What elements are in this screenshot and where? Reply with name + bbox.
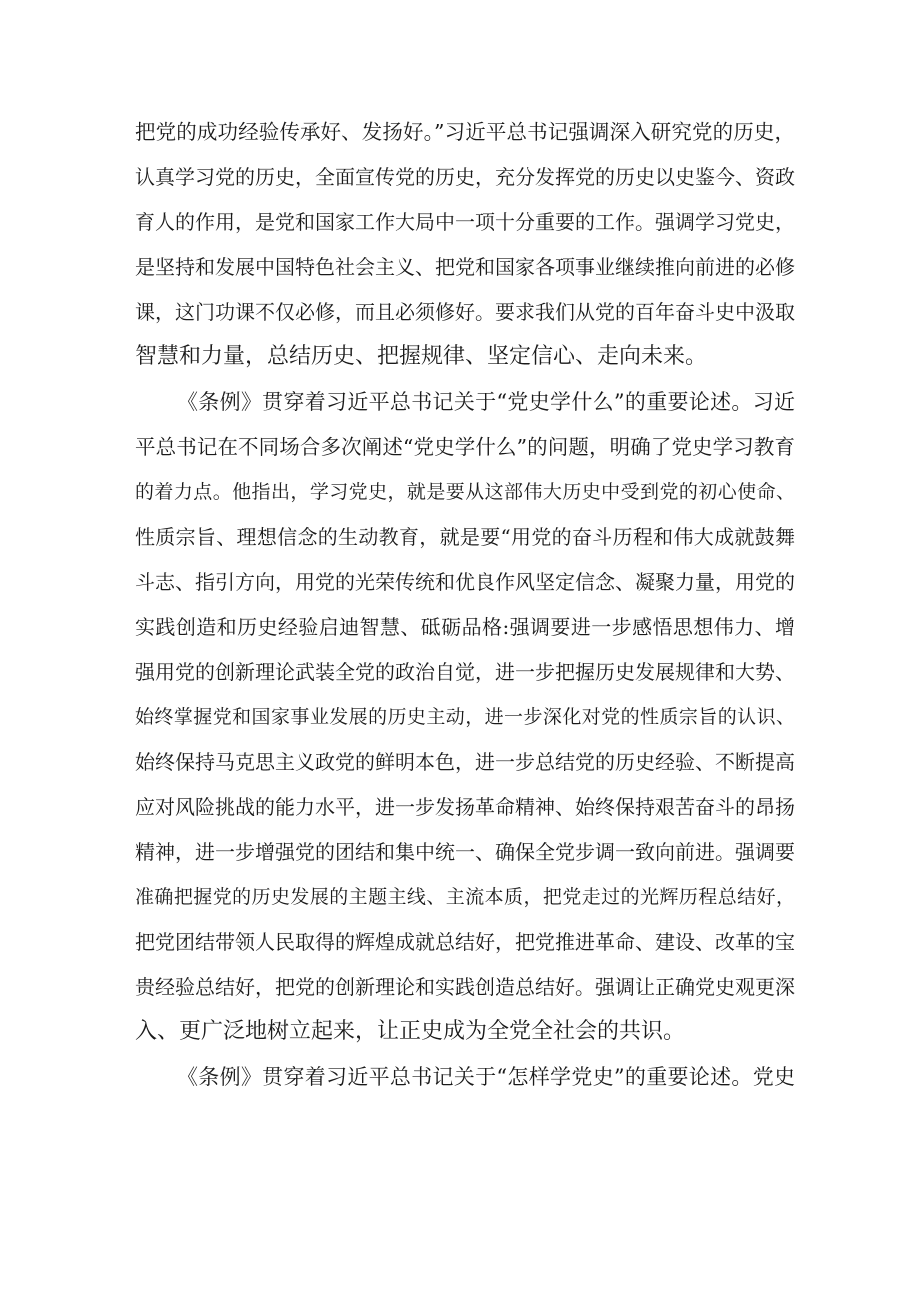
text-line: 精神，进一步增强党的团结和集中统一、确保全党步调一致向前进。强调要 bbox=[135, 840, 795, 864]
text-line: 应对风险挑战的能力水平，进一步发扬革命精神、始终保持艰苦奋斗的昂扬 bbox=[135, 795, 795, 819]
text-line: 强用党的创新理论武装全党的政治自觉，进一步把握历史发展规律和大势、 bbox=[135, 660, 795, 684]
text-line: 认真学习党的历史，全面宣传党的历史，充分发挥党的历史以史鉴今、资政 bbox=[135, 165, 795, 189]
text-line: 育人的作用，是党和国家工作大局中一项十分重要的工作。强调学习党史， bbox=[135, 210, 795, 234]
paragraph-start-line: 《条例》贯穿着习近平总书记关于“党史学什么”的重要论述。习近 bbox=[177, 390, 795, 414]
text-line: 准确把握党的历史发展的主题主线、主流本质，把党走过的光辉历程总结好， bbox=[135, 886, 795, 908]
text-line: 始终掌握党和国家事业发展的历史主动，进一步深化对党的性质宗旨的认识、 bbox=[135, 706, 795, 728]
text-line: 实践创造和历史经验启迪智慧、砥砺品格:强调要进一步感悟思想伟力、增 bbox=[135, 615, 795, 639]
document-body bbox=[135, 112, 795, 1102]
text-line: 把党团结带领人民取得的辉煌成就总结好，把党推进革命、建设、改革的宝 bbox=[135, 930, 795, 954]
text-line: 智慧和力量，总结历史、把握规律、坚定信心、走向未来。 bbox=[135, 344, 708, 369]
text-line: 斗志、指引方向，用党的光荣传统和优良作风坚定信念、凝聚力量，用党的 bbox=[135, 570, 795, 594]
text-line: 性质宗旨、理想信念的生动教育，就是要“用党的奋斗历程和伟大成就鼓舞 bbox=[135, 525, 795, 549]
text-line: 的着力点。他指出，学习党史，就是要从这部伟大历史中受到党的初心使命、 bbox=[135, 481, 795, 503]
text-line: 把党的成功经验传承好、发扬好。”习近平总书记强调深入研究党的历史， bbox=[135, 120, 795, 144]
text-line: 平总书记在不同场合多次阐述“党史学什么”的问题，明确了党史学习教育 bbox=[135, 435, 795, 459]
text-line: 课，这门功课不仅必修，而且必须修好。要求我们从党的百年奋斗史中汲取 bbox=[135, 300, 795, 324]
paragraph-start-line: 《条例》贯穿着习近平总书记关于“怎样学党史”的重要论述。党史 bbox=[177, 1065, 795, 1089]
text-line: 贵经验总结好，把党的创新理论和实践创造总结好。强调让正确党史观更深 bbox=[135, 975, 795, 999]
text-line: 是坚持和发展中国特色社会主义、把党和国家各项事业继续推向前进的必修 bbox=[135, 255, 795, 279]
text-line: 入、更广泛地树立起来，让正史成为全党全社会的共识。 bbox=[135, 1019, 686, 1044]
text-line: 始终保持马克思主义政党的鲜明本色，进一步总结党的历史经验、不断提高 bbox=[135, 750, 795, 774]
